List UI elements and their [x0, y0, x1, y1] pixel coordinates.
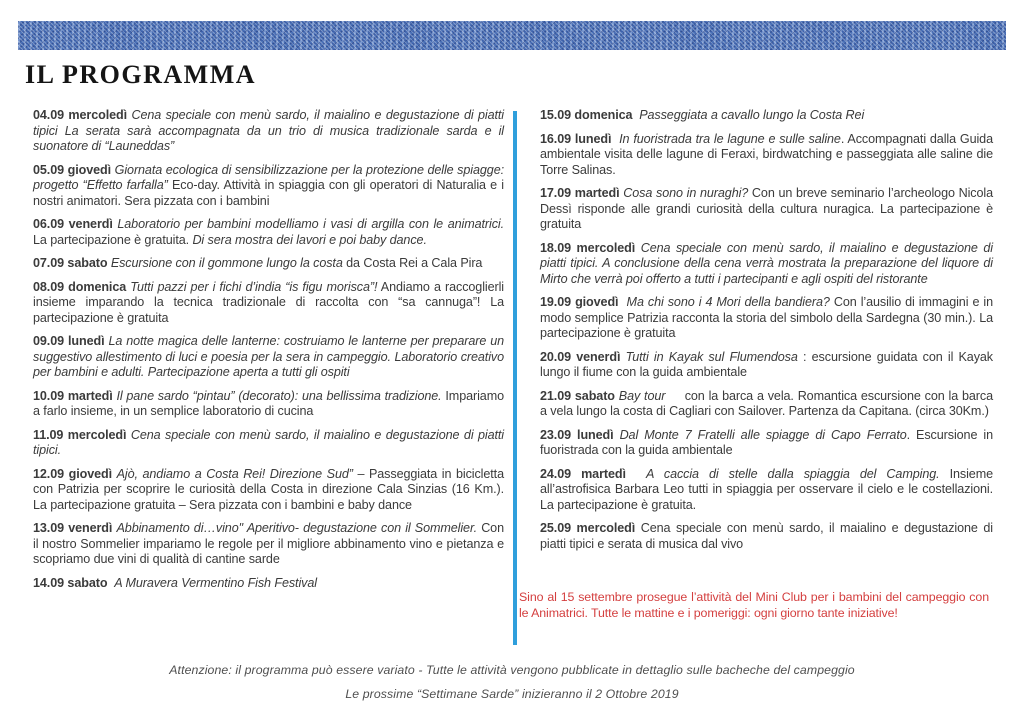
entry-date-day: 23.09 lunedì — [540, 427, 620, 442]
entry-date-day: 13.09 venerdì — [33, 521, 117, 535]
entry-date-day: 16.09 lunedì — [540, 131, 616, 146]
entry-text: Eco-day. Attività in spiaggia con gli operatori di Naturalia e i nostri animatori. Sera pizzata con i bambini — [33, 178, 504, 208]
program-entry-left-0 — [33, 108, 504, 155]
entry-date-day: 08.09 domenica — [33, 279, 131, 294]
program-entry-right-1 — [540, 132, 993, 179]
entry-text: Insieme all’astrofisica Barbara Leo tutti in spiaggia per osservare il cielo e le costellazioni. La partecipazione è gratuita. — [540, 466, 994, 512]
entry-date-day: 18.09 mercoledì — [540, 240, 641, 255]
entry-date-day: 11.09 mercoledì — [33, 427, 131, 442]
program-entry-right-4 — [540, 295, 993, 342]
entry-text: Andiamo a raccoglierli insieme imparando la tecnica tradizionale di raccolta con “sa cannuga”! La partecipazione è gratuita — [33, 279, 504, 325]
entry-text: Tutti pazzi per i fichi d’india “is figu morisca”! — [130, 279, 378, 294]
program-entry-right-2 — [540, 186, 993, 233]
entry-text: Con un breve seminario l’archeologo Nicola Dessì risponde alle grandi curiosità della cultura nuragica. La partecipazione è gratuita — [540, 186, 993, 231]
program-entry-left-3 — [33, 256, 504, 272]
program-entry-right-7 — [540, 428, 993, 459]
entry-text: Impariamo a farlo insieme, in un semplice laboratorio di cucina — [33, 388, 504, 418]
entry-text: A Muravera Vermentino Fish Festival — [110, 575, 317, 590]
footer-next-edition: Le prossime “Settimane Sarde” inizieranno il 2 Ottobre 2019 — [345, 687, 679, 701]
program-entry-left-7 — [33, 428, 504, 459]
entry-date-day: 24.09 martedì — [540, 466, 636, 481]
program-entry-left-10 — [33, 576, 504, 592]
entry-text: Di sera mostra dei lavori e poi baby dance. — [192, 232, 427, 247]
entry-text: Cena speciale con menù sardo, il maialino e degustazione di piatti tipici La serata sarà accompagnata da un trio di musica tradizionale sarda e il suonatore di “Launeddas” — [33, 108, 504, 153]
entry-date-day: 25.09 mercoledì — [540, 521, 641, 535]
program-entry-right-3 — [540, 241, 993, 288]
entry-text: Cena speciale con menù sardo, il maialino e degustazione di piatti tipici e serata di musica dal vivo — [540, 521, 993, 551]
entry-text: : escursione guidata con il Kayak lungo il fiume con la guida ambientale — [540, 349, 993, 379]
program-entry-right-0 — [540, 108, 993, 124]
footer-notice: Attenzione: il programma può essere variato - Tutte le attività vengono pubblicate in dettaglio sulle bacheche del campeggio — [169, 663, 855, 677]
entry-text: Cena speciale con menù sardo, il maialino e degustazione di piatti tipici. — [33, 427, 504, 457]
entry-date-day: 09.09 lunedì — [33, 334, 109, 348]
decorative-fabric-banner — [18, 21, 1006, 50]
entry-text: Dal Monte 7 Fratelli alle spiagge di Capo Ferrato — [619, 427, 907, 442]
entry-text: Abbinamento di…vino" Aperitivo- degustazione con il Sommelier. — [116, 521, 477, 535]
page-title: IL PROGRAMMA — [25, 60, 257, 89]
entry-date-day: 14.09 sabato — [33, 575, 111, 590]
entry-date-day: 12.09 giovedì — [33, 466, 117, 481]
program-entry-right-9 — [540, 521, 993, 552]
entry-date-day: 10.09 martedì — [33, 388, 117, 403]
entry-text: A caccia di stelle dalla spiaggia del Camping. — [635, 466, 940, 481]
entry-date-day: 20.09 venerdì — [540, 349, 626, 364]
entry-text: Ajò, andiamo a Costa Rei! Direzione Sud” — [116, 466, 353, 481]
entry-text: Ma chi sono i 4 Mori della bandiera? — [622, 295, 830, 309]
entry-text: Giornata ecologica di sensibilizzazione per la protezione delle spiagge: progetto “Effetto farfalla” — [33, 162, 504, 192]
program-entry-left-1 — [33, 163, 504, 210]
entry-text: con la barca a vela. Romantica escursione con la barca a vela lungo la costa di Cagliari con Sailover. Partenza da Capitana. (circa 30Km.) — [540, 388, 993, 418]
entry-date-day: 19.09 giovedì — [540, 295, 623, 309]
entry-date-day: 17.09 martedì — [540, 186, 624, 200]
program-column-left — [33, 108, 504, 599]
entry-text: da Costa Rei a Cala Pira — [342, 256, 483, 270]
program-entry-right-8 — [540, 467, 993, 514]
entry-text: In fuoristrada tra le lagune e sulle saline — [615, 131, 841, 146]
entry-date-day: 05.09 giovedì — [33, 162, 115, 177]
entry-text: Laboratorio per bambini modelliamo i vasi di argilla con le animatrici. — [117, 217, 504, 231]
entry-text: Passeggiata a cavallo lungo la Costa Rei — [635, 108, 865, 122]
entry-text: Escursione con il gommone lungo la costa — [110, 256, 343, 270]
program-entry-left-8 — [33, 467, 504, 514]
entry-text: . Escursione in fuoristrada con la guida ambientale — [540, 427, 993, 457]
entry-text: Bay tour — [618, 388, 666, 403]
column-divider-line — [513, 111, 517, 645]
program-entry-left-6 — [33, 389, 504, 420]
program-entry-left-4 — [33, 280, 504, 327]
entry-text: Cosa sono in nuraghi? — [623, 186, 749, 200]
entry-date-day: 15.09 domenica — [540, 108, 636, 122]
entry-text: Con l’ausilio di immagini e in modo semplice Patrizia racconta la storia del simbolo della Sardegna (30 min.). La partecipazione è gratuita — [540, 295, 993, 340]
entry-date-day: 07.09 sabato — [33, 256, 111, 270]
mini-club-note: Sino al 15 settembre prosegue l’attività del Mini Club per i bambini del campeggio con le Animatrici. Tutte le mattine e i pomeriggi: ogni giorno tante iniziative! — [519, 590, 989, 620]
entry-text: . Accompagnati dalla Guida ambientale visita delle lagune di Feraxi, birdwatching e passeggiata alle saline die Torre Salinas. — [540, 131, 993, 177]
entry-text: La notte magica delle lanterne: costruiamo le lanterne per preparare un suggestivo allestimento di luci e poesia per la sera in campeggio. Laboratorio creativo per bambini e adulti. Partecipazione aperta a tutti gli ospiti — [33, 334, 504, 379]
program-entry-left-5 — [33, 334, 504, 381]
entry-text: Con il nostro Sommelier impariamo le regole per il migliore abbinamento vino e pietanza e scopriamo due vini di qualità di cantine sarde — [33, 521, 504, 566]
program-entry-left-2 — [33, 217, 504, 248]
program-entry-right-5 — [540, 350, 993, 381]
entry-text: – Passeggiata in bicicletta con Patrizia per scoprire le curiosità della Costa in direzione Cala Sinzias (16 Km.). La partecipazione gratuita – Sera pizzata con i bambini e baby dance — [33, 466, 504, 512]
entry-text: Cena speciale con menù sardo, il maialino e degustazione di piatti tipici. A conclusione della cena verrà mostrata la preparazione del liquore di Mirto che verrà poi offerto a tutti i partecipanti e agli ospiti del ristorante — [540, 240, 993, 286]
program-entry-right-6 — [540, 389, 993, 420]
entry-date-day: 04.09 mercoledì — [33, 108, 132, 122]
program-column-right — [540, 108, 993, 560]
entry-text: Tutti in Kayak sul Flumendosa — [625, 349, 798, 364]
entry-text: La partecipazione è gratuita. — [33, 232, 193, 247]
entry-date-day: 06.09 venerdì — [33, 217, 118, 231]
entry-text: Il pane sardo “pintau” (decorato): una bellissima tradizione. — [116, 388, 442, 403]
entry-date-day: 21.09 sabato — [540, 388, 619, 403]
program-entry-left-9 — [33, 521, 504, 568]
